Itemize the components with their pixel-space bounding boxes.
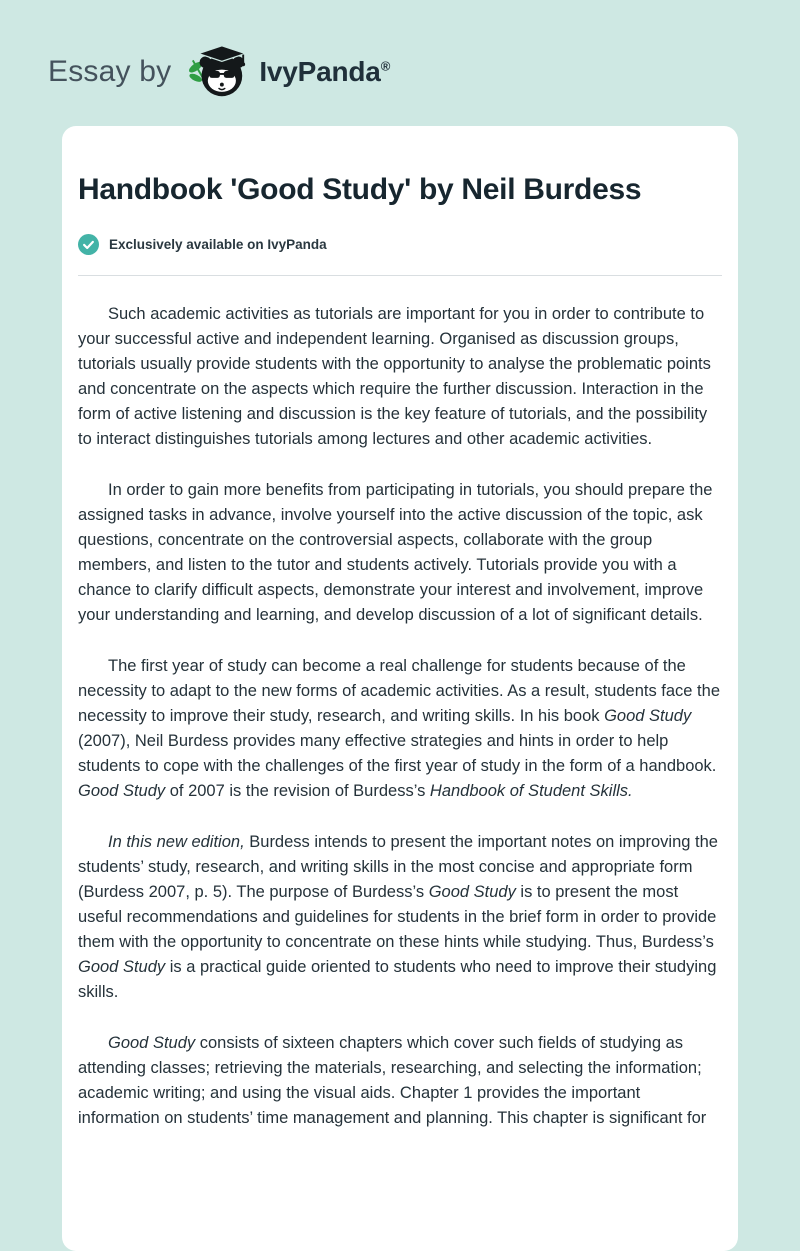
registered-mark: ® bbox=[380, 58, 391, 74]
brand-logo-link[interactable] bbox=[187, 41, 390, 103]
panda-graduate-icon bbox=[187, 41, 249, 103]
brand-text: IvyPanda bbox=[259, 56, 381, 87]
essay-paragraph: In this new edition, Burdess intends to present the important notes on improving the students’ study, research, and writing skills in the most concise and appropriate form (Burdess 2007, p. 5). The purpose of Burdess’s Good Study is to present the most useful recommendations and guidelines for students in the brief form in order to provide them with the opportunity to concentrate on these hints while studying. Thus, Burdess’s Good Study is a practical guide oriented to students who need to improve their studying skills. bbox=[78, 833, 718, 1001]
check-icon bbox=[78, 234, 99, 255]
essay-paragraph: Good Study consists of sixteen chapters which cover such fields of studying as attending classes; retrieving the materials, researching, and selecting the information; academic writing; and using the visual aids. Chapter 1 provides the important information on students’ time management and planning. This chapter is significant for bbox=[78, 1034, 707, 1127]
availability-row bbox=[78, 234, 722, 255]
essay-body bbox=[78, 302, 722, 1131]
essay-card bbox=[62, 126, 738, 1251]
essay-by-label: Essay by bbox=[48, 55, 172, 88]
essay-paragraph: Such academic activities as tutorials are important for you in order to contribute to your successful active and independent learning. Organised as discussion groups, tutorials usually provide students with the opportunity to analyse the problematic points and concentrate on the aspects which require the further discussion. Interaction in the form of active listening and discussion is the key feature of tutorials, and the possibility to interact distinguishes tutorials among lectures and other academic activities. bbox=[78, 305, 711, 448]
essay-paragraph: In order to gain more benefits from participating in tutorials, you should prepare the assigned tasks in advance, involve yourself into the active discussion of the topic, ask questions, concentrate on the controversial aspects, collaborate with the group members, and listen to the tutor and students actively. Tutorials provide you with a chance to clarify difficult aspects, demonstrate your interest and involvement, improve your understanding and learning, and develop discussion of a lot of significant details. bbox=[78, 481, 713, 624]
divider bbox=[78, 275, 722, 276]
essay-paragraph: The first year of study can become a real challenge for students because of the necessity to adapt to the new forms of academic activities. As a result, students face the necessity to improve their study, research, and writing skills. In his book Good Study (2007), Neil Burdess provides many effective strategies and hints in order to help students to cope with the challenges of the first year of study in the form of a handbook. Good Study of 2007 is the revision of Burdess’s Handbook of Student Skills. bbox=[78, 657, 720, 800]
site-header bbox=[0, 0, 800, 126]
essay-title: Handbook 'Good Study' by Neil Burdess bbox=[78, 173, 642, 206]
brand-name bbox=[259, 56, 390, 88]
availability-label: Exclusively available on IvyPanda bbox=[109, 237, 327, 252]
